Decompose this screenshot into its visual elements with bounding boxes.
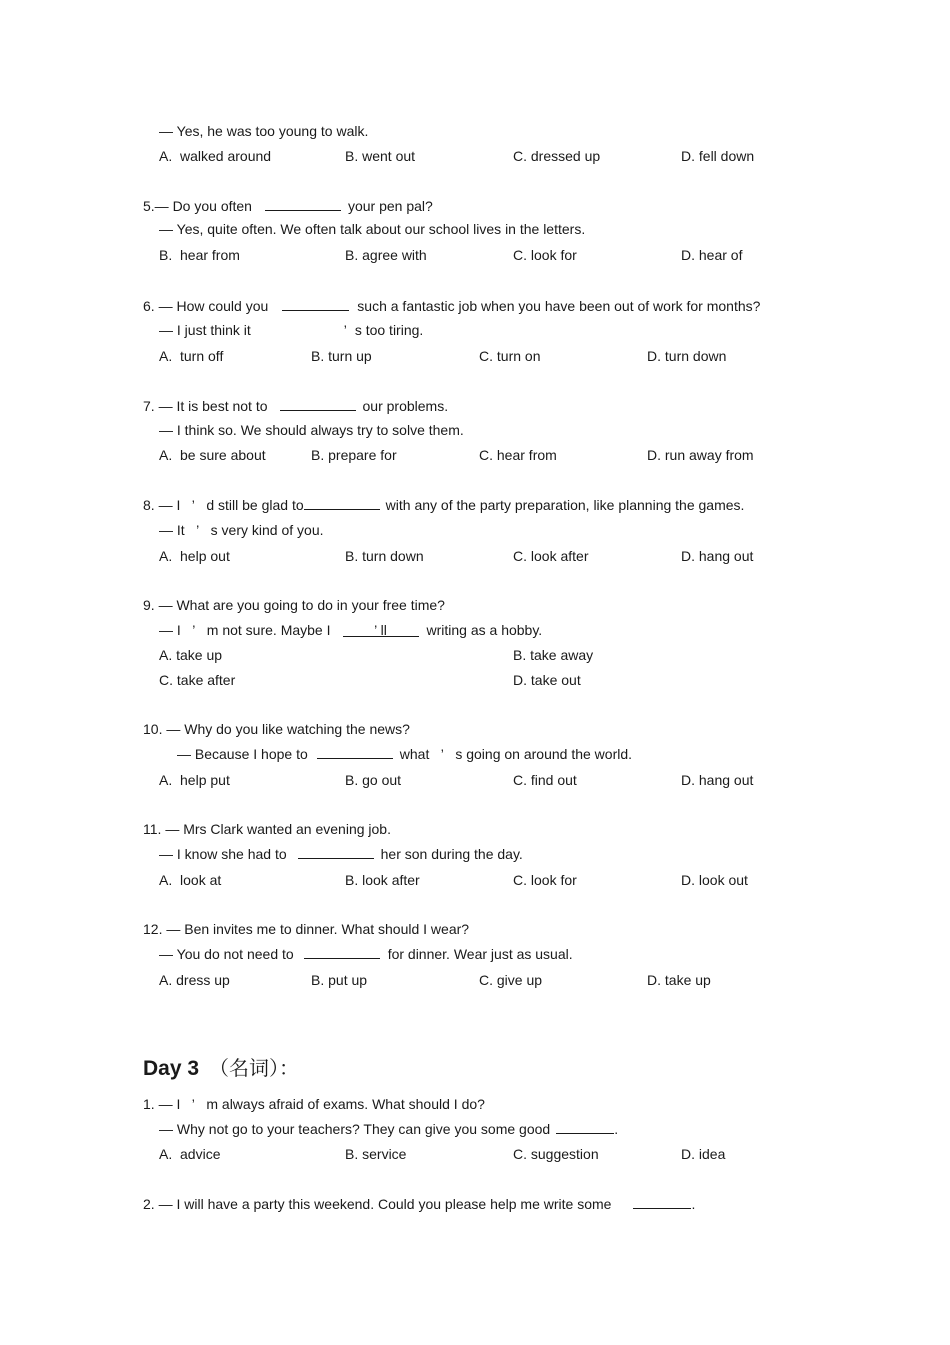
q6-question-suffix: such a fantastic job when you have been out of work for months? xyxy=(357,298,761,314)
d1-question-part1: 1. — I xyxy=(143,1096,181,1112)
d1-question-part2: m always afraid of exams. What should I do? xyxy=(206,1096,485,1112)
q9-option-d: D. take out xyxy=(513,672,581,688)
q6-answer-part2: s too tiring. xyxy=(354,322,424,338)
q8-question-part1: 8. — I xyxy=(143,497,181,513)
q7-question-prefix: 7. — It is best not to xyxy=(143,398,268,414)
q4-option-c: C. dressed up xyxy=(513,148,601,164)
q5-option-c: C. look for xyxy=(513,247,577,263)
q5-option-b: B. agree with xyxy=(345,247,427,263)
q7-option-d: D. run away from xyxy=(647,447,754,463)
q10-option-d: D. hang out xyxy=(681,772,754,788)
q6-answer-part1: — I just think it xyxy=(159,322,251,338)
q8-option-a: A. help out xyxy=(159,548,230,564)
section-title: Day 3 xyxy=(143,1057,200,1080)
q5-question-prefix: 5.— Do you often xyxy=(143,198,252,214)
q10-answer-part2: what xyxy=(399,746,430,762)
q6-question-prefix: 6. — How could you xyxy=(143,298,269,314)
d1-answer xyxy=(159,1120,618,1138)
q8-answer-part2: s very kind of you. xyxy=(210,522,324,538)
answer-blank xyxy=(317,745,393,759)
apostrophe: ’ xyxy=(191,497,195,513)
q5-answer: — Yes, quite often. We often talk about our school lives in the letters. xyxy=(159,221,586,237)
q8-answer xyxy=(159,521,324,539)
q4-option-a: A. walked around xyxy=(159,148,272,164)
q5-question xyxy=(143,197,433,215)
apostrophe: ’ xyxy=(343,322,347,338)
d1-answer-text: — Why not go to your teachers? They can give you some good xyxy=(159,1121,551,1137)
q9-answer-part2: m not sure. Maybe I xyxy=(206,622,331,638)
apostrophe: ’ xyxy=(192,622,196,638)
q9-option-a: A. take up xyxy=(159,647,223,663)
answer-blank xyxy=(343,621,419,637)
q12-answer-part2: for dinner. Wear just as usual. xyxy=(387,946,573,962)
q10-answer-part1: — Because I hope to xyxy=(177,746,308,762)
q12-option-d: D. take up xyxy=(647,972,711,988)
q10-option-c: C. find out xyxy=(513,772,577,788)
d1-option-d: D. idea xyxy=(681,1146,726,1162)
q6-answer xyxy=(159,321,423,339)
d2-question-text: 2. — I will have a party this weekend. Could you please help me write some xyxy=(143,1196,612,1212)
answer-blank xyxy=(304,945,380,959)
q4-option-b: B. went out xyxy=(345,148,416,164)
q5-option-d: D. hear of xyxy=(681,247,743,263)
q8-option-d: D. hang out xyxy=(681,548,754,564)
apostrophe: ’ xyxy=(191,1096,195,1112)
q12-option-b: B. put up xyxy=(311,972,368,988)
d1-question xyxy=(143,1095,485,1113)
q12-answer xyxy=(159,945,573,963)
q12-option-a: A. dress up xyxy=(159,972,230,988)
q8-option-b: B. turn down xyxy=(345,548,424,564)
q5-option-a: B. hear from xyxy=(159,247,240,263)
q7-option-a: A. be sure about xyxy=(159,447,266,463)
q11-option-c: C. look for xyxy=(513,872,577,888)
q6-option-b: B. turn up xyxy=(311,348,372,364)
d1-option-c: C. suggestion xyxy=(513,1146,599,1162)
q11-answer-part1: — I know she had to xyxy=(159,846,287,862)
q4-answer: — Yes, he was too young to walk. xyxy=(159,123,369,139)
q12-question: 12. — Ben invites me to dinner. What should I wear? xyxy=(143,921,470,937)
answer-blank xyxy=(298,845,374,859)
q9-answer-part1: — I xyxy=(159,622,181,638)
section-heading xyxy=(143,1052,299,1081)
answer-blank xyxy=(556,1120,614,1134)
q7-question xyxy=(143,397,448,415)
q11-answer-part2: her son during the day. xyxy=(380,846,523,862)
d1-option-b: B. service xyxy=(345,1146,407,1162)
q11-option-b: B. look after xyxy=(345,872,420,888)
q10-option-b: B. go out xyxy=(345,772,402,788)
q6-question xyxy=(143,297,760,315)
q9-option-c: C. take after xyxy=(159,672,236,688)
q12-option-c: C. give up xyxy=(479,972,543,988)
q8-answer-part1: — It xyxy=(159,522,185,538)
q8-question-part2: d still be glad to xyxy=(206,497,304,513)
q11-question: 11. — Mrs Clark wanted an evening job. xyxy=(143,821,391,837)
q6-option-c: C. turn on xyxy=(479,348,541,364)
q11-option-d: D. look out xyxy=(681,872,748,888)
q11-option-a: A. look at xyxy=(159,872,222,888)
q8-option-c: C. look after xyxy=(513,548,589,564)
q6-option-d: D. turn down xyxy=(647,348,727,364)
apostrophe: ’ xyxy=(440,746,444,762)
q11-answer xyxy=(159,845,523,863)
d1-option-a: A. advice xyxy=(159,1146,221,1162)
section-subtitle: （名词）： xyxy=(209,1056,300,1080)
apostrophe: ’ xyxy=(196,522,200,538)
q8-question xyxy=(143,496,744,514)
q4-option-d: D. fell down xyxy=(681,148,755,164)
d2-question xyxy=(143,1195,695,1213)
q9-option-b: B. take away xyxy=(513,647,594,663)
answer-blank xyxy=(280,397,356,411)
d2-question-period: . xyxy=(691,1196,696,1212)
answer-blank xyxy=(633,1195,691,1209)
q7-option-b: B. prepare for xyxy=(311,447,397,463)
q9-blank-text: ’ ll xyxy=(374,622,387,638)
d1-answer-period: . xyxy=(614,1121,619,1137)
q12-answer-part1: — You do not need to xyxy=(159,946,294,962)
answer-blank xyxy=(304,496,380,510)
q9-question: 9. — What are you going to do in your free time? xyxy=(143,597,445,613)
q9-answer-part3: writing as a hobby. xyxy=(426,622,543,638)
answer-blank xyxy=(265,197,341,211)
answer-blank xyxy=(282,297,349,311)
q5-question-suffix: your pen pal? xyxy=(347,198,433,214)
q6-option-a: A. turn off xyxy=(159,348,224,364)
q7-option-c: C. hear from xyxy=(479,447,557,463)
q7-question-suffix: our problems. xyxy=(362,398,449,414)
q10-option-a: A. help put xyxy=(159,772,230,788)
q9-answer xyxy=(159,621,542,639)
q10-question: 10. — Why do you like watching the news? xyxy=(143,721,410,737)
q8-question-suffix: with any of the party preparation, like planning the games. xyxy=(385,497,745,513)
q7-answer: — I think so. We should always try to solve them. xyxy=(159,422,464,438)
q10-answer-part3: s going on around the world. xyxy=(455,746,633,762)
q10-answer xyxy=(177,745,632,763)
